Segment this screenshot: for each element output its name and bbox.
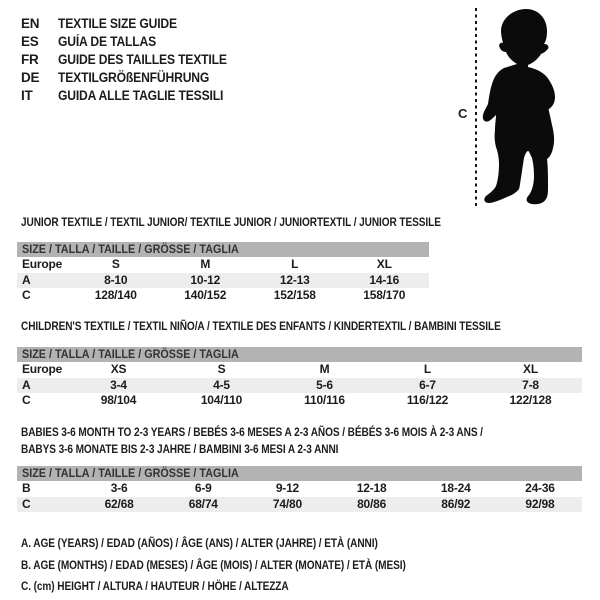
cell: M [200, 257, 211, 271]
table-title-junior: JUNIOR TEXTILE / TEXTIL JUNIOR/ TEXTILE JUNIOR / JUNIORTEXTIL / JUNIOR TESSILE [21, 215, 441, 229]
size-header-bar: SIZE / TALLA / TAILLE / GRÖSSE / TAGLIA [17, 466, 582, 481]
cell: 128/140 [94, 288, 137, 303]
cell: 86/92 [441, 496, 471, 511]
cell: 10-12 [190, 272, 221, 287]
language-title: TEXTILGRÖßENFÜHRUNG [58, 70, 210, 85]
table-row [17, 257, 429, 273]
cell: 116/122 [406, 393, 449, 408]
row-label: C [22, 496, 31, 511]
table-title-children: CHILDREN'S TEXTILE / TEXTIL NIÑO/A / TEXTILE DES ENFANTS / KINDERTEXTIL / BAMBINI TESSILE [21, 319, 501, 333]
size-header-bar: SIZE / TALLA / TAILLE / GRÖSSE / TAGLIA [17, 242, 429, 257]
cell: L [291, 257, 299, 271]
table-row [17, 393, 582, 409]
language-code: DE [21, 70, 40, 85]
size-table-junior [17, 242, 429, 304]
cell: XS [110, 362, 127, 376]
height-measure-label: C [458, 106, 468, 121]
table-row [17, 273, 429, 289]
language-row-it [21, 87, 246, 105]
cell: 6-9 [194, 481, 212, 495]
size-header-bar: SIZE / TALLA / TAILLE / GRÖSSE / TAGLIA [17, 347, 582, 362]
cell: 140/152 [184, 288, 227, 303]
cell: 3-4 [110, 377, 127, 392]
cell: S [111, 257, 120, 271]
cell: 3-6 [110, 481, 128, 495]
row-label: C [22, 288, 31, 303]
language-code: EN [21, 16, 40, 31]
cell: 80/86 [357, 496, 387, 511]
cell: 18-24 [440, 481, 471, 495]
cell: 152/158 [273, 288, 316, 303]
row-label: B [22, 481, 31, 495]
footnote-a: A. AGE (YEARS) / EDAD (AÑOS) / ÂGE (ANS) / ALTER (JAHRE) / ETÀ (ANNI) [21, 536, 378, 550]
cell: 122/128 [509, 393, 552, 408]
language-code: FR [21, 52, 39, 67]
language-title-list [21, 15, 246, 105]
cell: L [423, 362, 432, 376]
language-code: IT [21, 88, 33, 103]
language-title: GUIDA ALLE TAGLIE TESSILI [58, 88, 224, 103]
row-label: Europe [22, 362, 63, 376]
cell: 62/68 [104, 496, 134, 511]
language-row-en [21, 15, 246, 33]
cell: 74/80 [272, 496, 302, 511]
cell: 98/104 [100, 393, 137, 408]
table-row [17, 481, 582, 497]
cell: 158/170 [363, 288, 406, 303]
language-title: GUÍA DE TALLAS [58, 34, 157, 49]
row-label: C [22, 393, 31, 408]
table-row [17, 378, 582, 394]
cell: 68/74 [188, 496, 218, 511]
cell: XL [376, 257, 392, 271]
size-table-babies [17, 466, 582, 512]
cell: 5-6 [316, 377, 333, 392]
cell: XL [523, 362, 538, 376]
cell: 8-10 [104, 272, 128, 287]
footnote-b: B. AGE (MONTHS) / EDAD (MESES) / ÂGE (MOIS) / ALTER (MONATE) / ETÀ (MESI) [21, 558, 406, 572]
cell: M [319, 362, 330, 376]
table-row [17, 288, 429, 304]
cell: 104/110 [200, 393, 243, 408]
row-label: A [22, 377, 31, 392]
language-title: GUIDE DES TAILLES TEXTILE [58, 52, 227, 67]
cell: 6-7 [419, 377, 436, 392]
size-table-children [17, 347, 582, 409]
table-row [17, 362, 582, 378]
language-code: ES [21, 34, 39, 49]
cell: 92/98 [525, 496, 555, 511]
baby-silhouette-icon [480, 7, 572, 209]
language-title: TEXTILE SIZE GUIDE [58, 16, 177, 31]
cell: 4-5 [213, 377, 230, 392]
table-row [17, 497, 582, 513]
cell: 12-18 [356, 481, 387, 495]
footnote-c: C. (cm) HEIGHT / ALTURA / HAUTEUR / HÖHE / ALTEZZA [21, 579, 289, 593]
cell: 24-36 [525, 481, 555, 495]
cell: 14-16 [369, 272, 400, 287]
row-label: A [22, 272, 31, 287]
cell: S [217, 362, 226, 376]
table-title-babies-line2: BABYS 3-6 MONATE BIS 2-3 JAHRE / BAMBINI 3-6 MESI A 2-3 ANNI [21, 442, 339, 456]
cell: 110/116 [304, 393, 345, 408]
table-title-babies-line1: BABIES 3-6 MONTH TO 2-3 YEARS / BEBÉS 3-6 MESES A 2-3 AÑOS / BÉBÉS 3-6 MOIS À 2-3 ANS / [21, 425, 483, 439]
language-row-fr [21, 51, 246, 69]
cell: 12-13 [279, 272, 310, 287]
cell: 9-12 [275, 481, 300, 495]
row-label: Europe [22, 257, 63, 271]
cell: 7-8 [522, 377, 539, 392]
height-measure-line [475, 8, 477, 209]
language-row-es [21, 33, 246, 51]
language-row-de [21, 69, 246, 87]
